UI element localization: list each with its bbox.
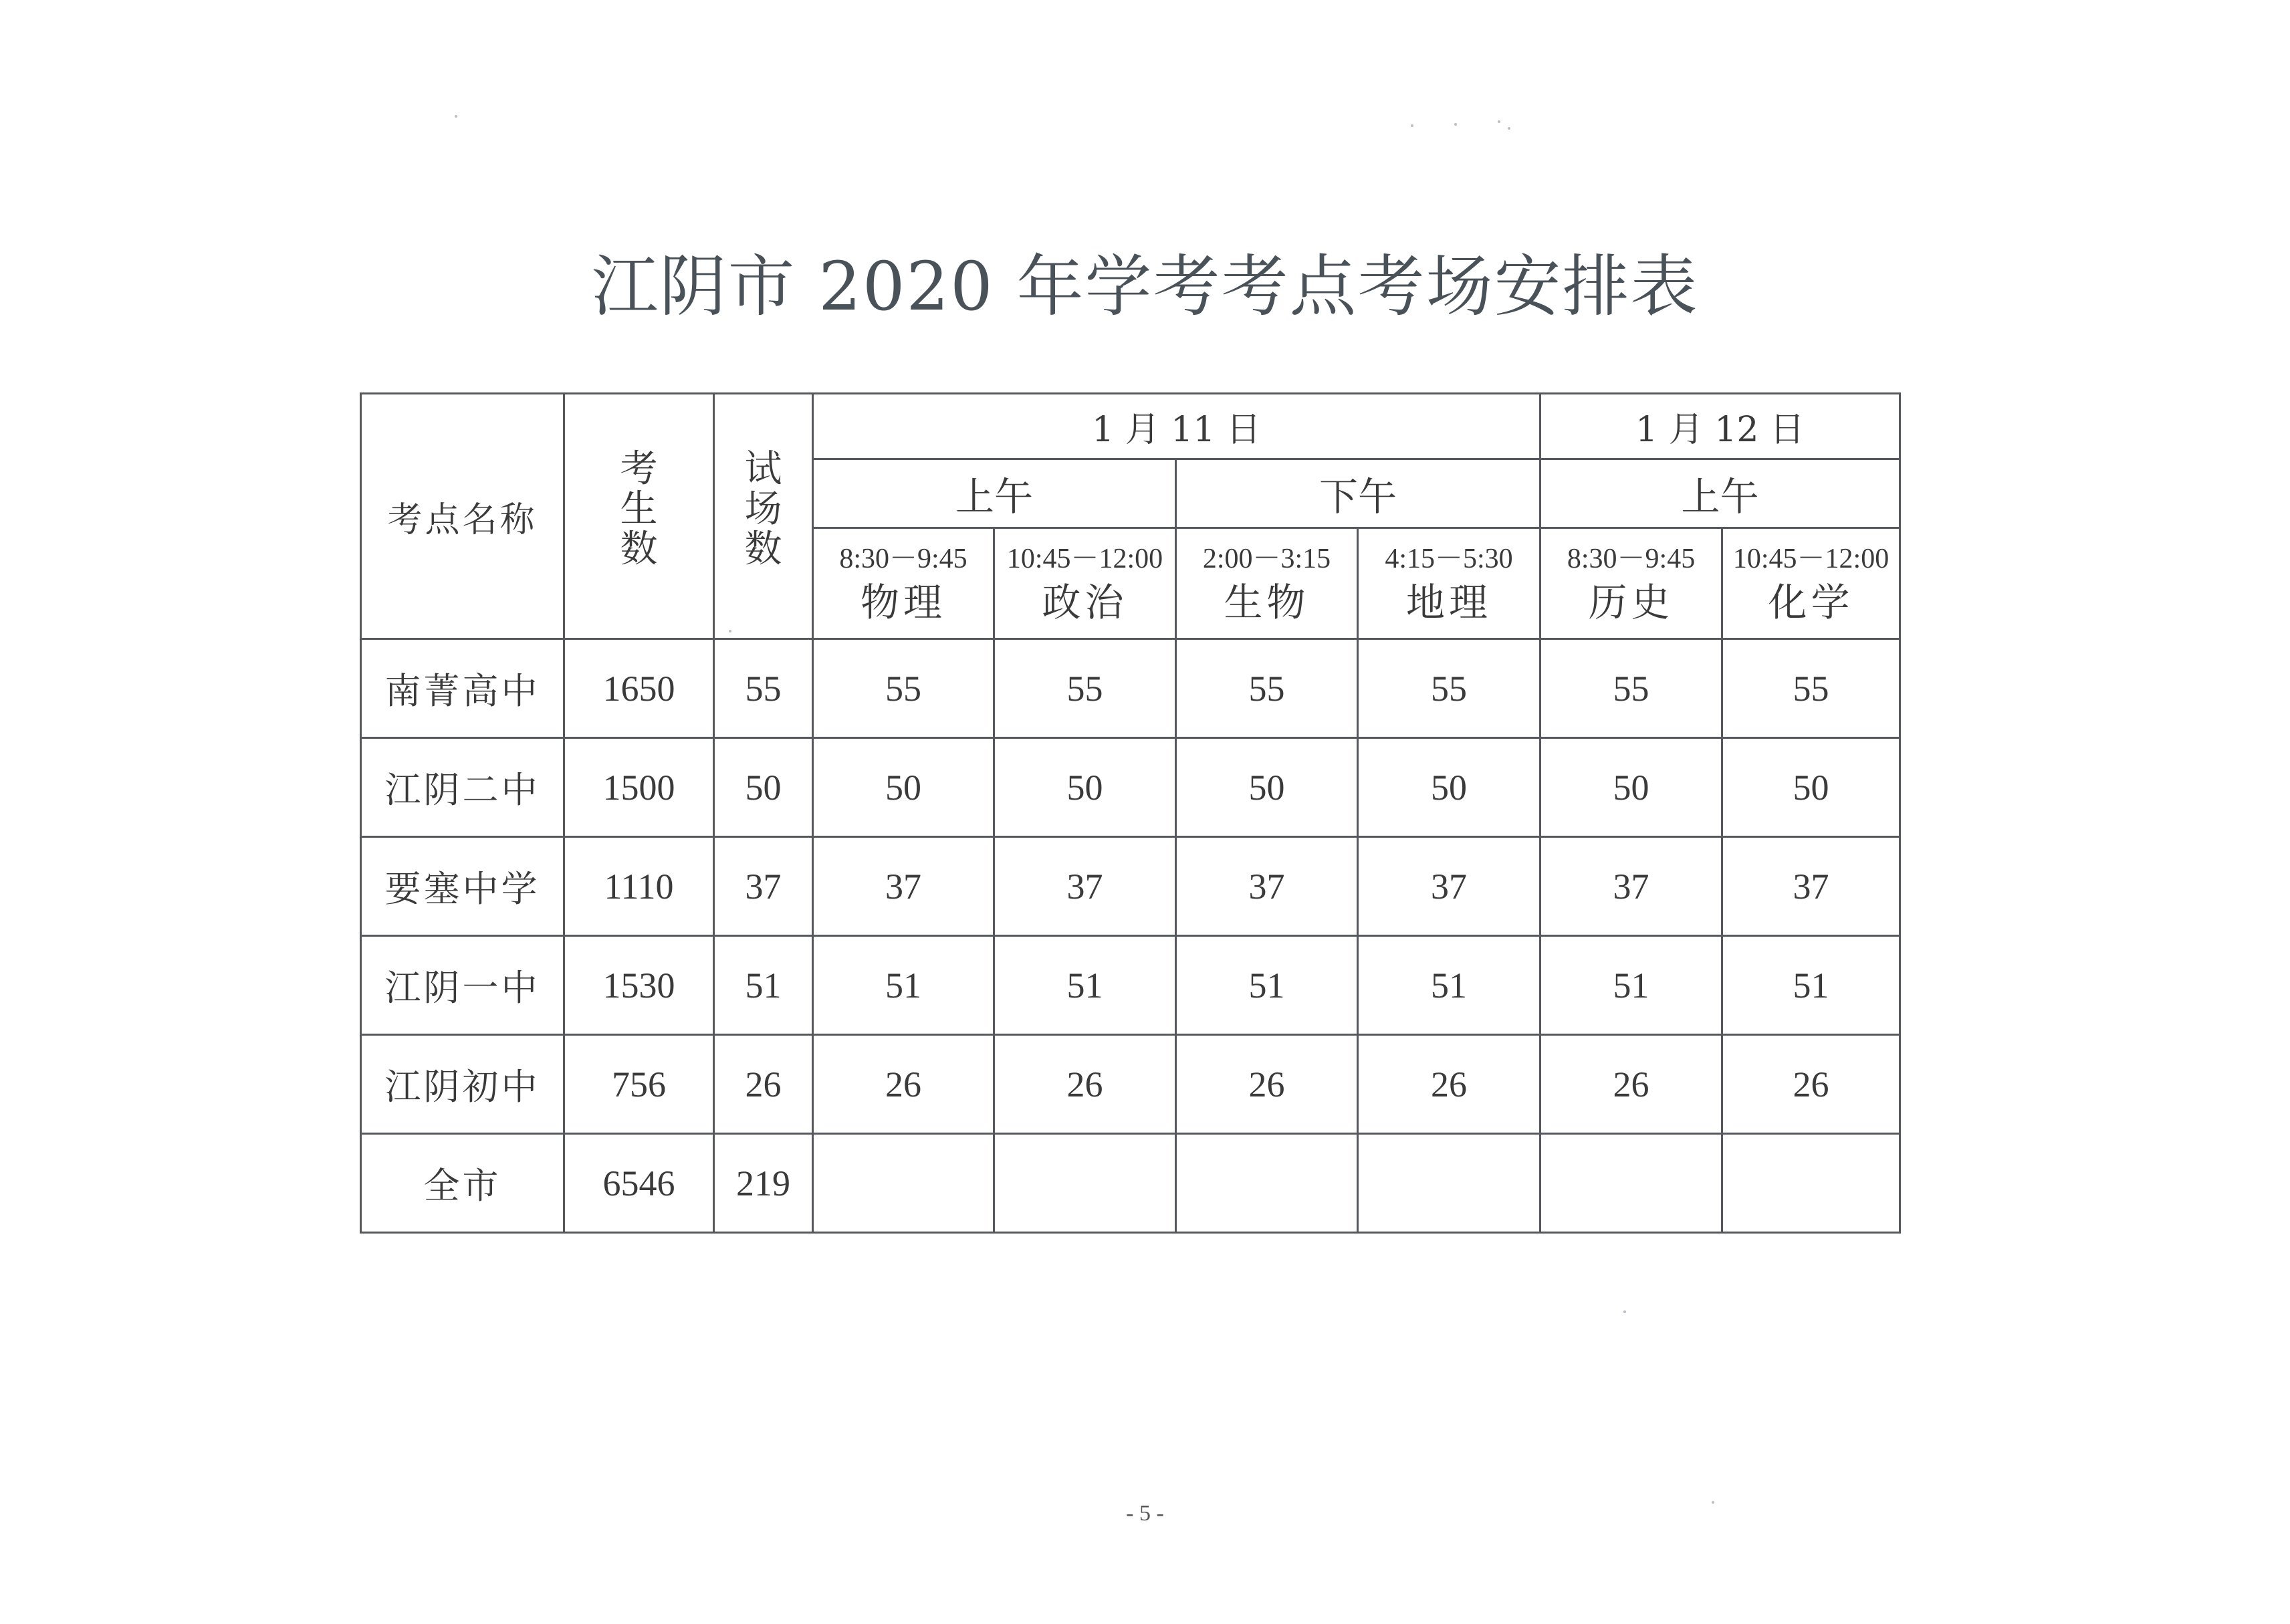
session-rooms-cell: 26 [813,1035,994,1134]
session-time: 10:45－12:00 [1006,543,1163,574]
page-number: - 5 - [1126,1501,1164,1526]
session-rooms-cell: 37 [1722,837,1900,936]
session-rooms-cell: 37 [813,837,994,936]
session-rooms-cell: 55 [1540,639,1722,738]
session-subject: 地理 [1406,579,1492,625]
session-subject: 生物 [1224,579,1310,625]
session-rooms-cell [1358,1134,1540,1233]
session-rooms-cell: 55 [813,639,994,738]
site-name-cell: 江阴一中 [361,936,564,1035]
table-row [361,639,1900,738]
session-rooms-cell: 26 [1540,1035,1722,1134]
scan-speck [1411,124,1413,127]
session-rooms-cell: 50 [1176,738,1358,837]
scan-speck [455,115,457,118]
session-rooms-cell: 55 [1176,639,1358,738]
session-rooms-cell: 55 [1722,639,1900,738]
table-row [361,738,1900,837]
table-row [361,837,1900,936]
rooms-cell: 37 [714,837,813,936]
session-time: 8:30－9:45 [1567,543,1696,574]
students-cell: 1650 [564,639,714,738]
rooms-cell: 55 [714,639,813,738]
rooms-cell: 219 [714,1134,813,1233]
session-header [813,528,994,639]
students-cell: 1530 [564,936,714,1035]
site-name-cell: 江阴二中 [361,738,564,837]
period-header-morning: 上午 [1540,459,1900,528]
session-rooms-cell: 37 [1176,837,1358,936]
session-rooms-cell: 50 [994,738,1176,837]
session-rooms-cell: 51 [1176,936,1358,1035]
session-rooms-cell: 37 [994,837,1176,936]
session-rooms-cell: 37 [1540,837,1722,936]
rooms-cell: 51 [714,936,813,1035]
page-title: 江阴市 2020 年学考考点考场安排表 [591,247,1699,326]
students-cell: 6546 [564,1134,714,1233]
session-subject: 政治 [1042,579,1128,625]
rooms-cell: 50 [714,738,813,837]
session-rooms-cell: 55 [994,639,1176,738]
date-header-jan-11: 1 月 11 日 [813,394,1540,459]
session-header [1722,528,1900,639]
period-header-afternoon: 下午 [1176,459,1540,528]
session-rooms-cell [1540,1134,1722,1233]
exam-schedule-table [360,392,1901,1234]
rooms-header: 试 场 数 [714,394,813,639]
site-name-cell: 要塞中学 [361,837,564,936]
site-name-cell: 全市 [361,1134,564,1233]
site-name-cell: 江阴初中 [361,1035,564,1134]
session-time: 2:00－3:15 [1202,543,1331,574]
session-time: 8:30－9:45 [839,543,967,574]
session-rooms-cell: 50 [1722,738,1900,837]
session-rooms-cell: 51 [1540,936,1722,1035]
scan-speck [1454,123,1457,126]
session-header [1358,528,1540,639]
session-rooms-cell: 26 [1176,1035,1358,1134]
total-row [361,1134,1900,1233]
site-name-cell: 南菁高中 [361,639,564,738]
students-cell: 756 [564,1035,714,1134]
scan-speck [1498,120,1500,123]
students-cell: 1110 [564,837,714,936]
session-rooms-cell: 50 [813,738,994,837]
session-rooms-cell [1176,1134,1358,1233]
session-time: 10:45－12:00 [1732,543,1890,574]
header-row-dates [361,394,1900,459]
scan-speck [1623,1310,1626,1313]
students-cell: 1500 [564,738,714,837]
session-rooms-cell: 37 [1358,837,1540,936]
session-subject: 化学 [1768,579,1854,625]
rooms-cell: 26 [714,1035,813,1134]
table-row [361,1035,1900,1134]
session-rooms-cell [813,1134,994,1233]
session-rooms-cell: 51 [813,936,994,1035]
session-rooms-cell: 50 [1540,738,1722,837]
session-header [1176,528,1358,639]
date-header-jan-12: 1 月 12 日 [1540,394,1900,459]
scan-speck [1508,127,1510,130]
session-rooms-cell: 26 [1722,1035,1900,1134]
session-subject: 历史 [1588,579,1674,625]
session-rooms-cell: 51 [1358,936,1540,1035]
session-header [1540,528,1722,639]
session-rooms-cell: 51 [994,936,1176,1035]
session-subject: 物理 [860,579,946,625]
session-rooms-cell: 26 [1358,1035,1540,1134]
session-rooms-cell [994,1134,1176,1233]
session-time: 4:15－5:30 [1385,543,1513,574]
session-rooms-cell [1722,1134,1900,1233]
period-header-morning: 上午 [813,459,1176,528]
session-header [994,528,1176,639]
session-rooms-cell: 55 [1358,639,1540,738]
students-header: 考 生 数 [564,394,714,639]
session-rooms-cell: 50 [1358,738,1540,837]
session-rooms-cell: 26 [994,1035,1176,1134]
session-rooms-cell: 51 [1722,936,1900,1035]
site-name-header: 考点名称 [361,394,564,639]
table-row [361,936,1900,1035]
